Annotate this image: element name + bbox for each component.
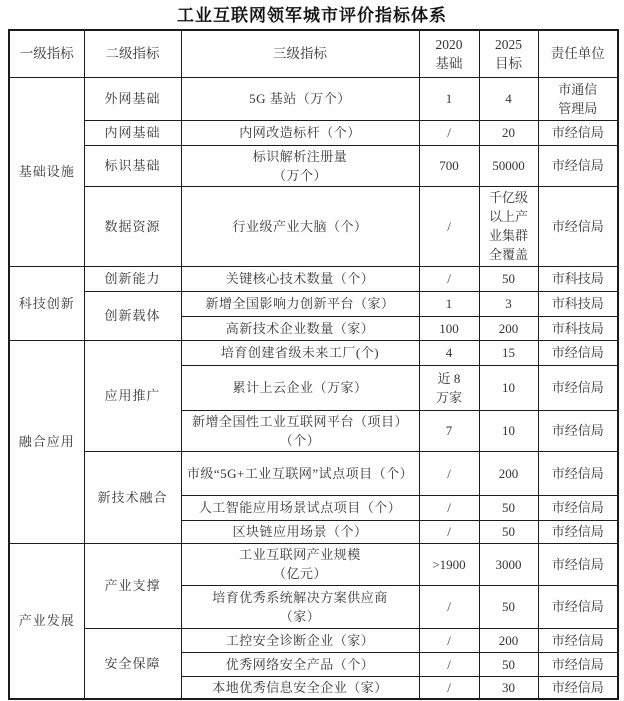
responsible-unit-cell: 市科技局 — [538, 291, 618, 316]
responsible-unit-cell: 市经信局 — [538, 340, 618, 365]
responsible-unit-cell: 市科技局 — [538, 266, 618, 291]
l1-indicator-cell: 融合应用 — [9, 340, 84, 543]
l3-indicator-cell: 培育优秀系统解决方案供应商 （家） — [181, 585, 419, 628]
responsible-unit-cell: 市经信局 — [538, 652, 618, 676]
baseline-2020-cell: / — [419, 628, 479, 652]
l2-indicator-cell: 内网基础 — [84, 120, 181, 145]
l1-indicator-cell: 产业发展 — [9, 543, 84, 699]
header-level1: 一级指标 — [9, 30, 84, 77]
table-row — [9, 451, 618, 495]
responsible-unit-cell: 市经信局 — [538, 676, 618, 699]
table-row — [9, 145, 618, 186]
header-level3: 三级指标 — [181, 30, 419, 77]
table-row — [9, 291, 618, 316]
table-row — [9, 543, 618, 585]
baseline-2020-cell: 1 — [419, 291, 479, 316]
baseline-2020-cell: 4 — [419, 340, 479, 365]
l2-indicator-cell: 数据资源 — [84, 186, 181, 266]
target-2025-cell: 200 — [479, 628, 538, 652]
l3-indicator-cell: 行业级产业大脑（个） — [181, 186, 419, 266]
responsible-unit-cell: 市经信局 — [538, 520, 618, 543]
target-2025-cell: 3 — [479, 291, 538, 316]
l3-indicator-cell: 标识解析注册量 （万个） — [181, 145, 419, 186]
baseline-2020-cell: >1900 — [419, 543, 479, 585]
target-2025-cell: 10 — [479, 365, 538, 410]
l2-indicator-cell: 应用推广 — [84, 340, 181, 451]
l3-indicator-cell: 培育创建省级未来工厂(个) — [181, 340, 419, 365]
target-2025-cell: 50 — [479, 585, 538, 628]
responsible-unit-cell: 市经信局 — [538, 451, 618, 495]
l3-indicator-cell: 市级“5G+工业互联网”试点项目（个） — [181, 451, 419, 495]
baseline-2020-cell: / — [419, 451, 479, 495]
table-row — [9, 77, 618, 120]
table-row — [9, 120, 618, 145]
target-2025-cell: 50 — [479, 266, 538, 291]
target-2025-cell: 15 — [479, 340, 538, 365]
header-responsible-unit: 责任单位 — [538, 30, 618, 77]
target-2025-cell: 4 — [479, 77, 538, 120]
header-level2: 二级指标 — [84, 30, 181, 77]
l2-indicator-cell: 新技术融合 — [84, 451, 181, 543]
table-row — [9, 266, 618, 291]
table-row — [9, 186, 618, 266]
header-2025-target: 2025 目标 — [479, 30, 538, 77]
target-2025-cell: 10 — [479, 410, 538, 451]
responsible-unit-cell: 市经信局 — [538, 628, 618, 652]
target-2025-cell: 3000 — [479, 543, 538, 585]
baseline-2020-cell: / — [419, 585, 479, 628]
responsible-unit-cell: 市通信 管理局 — [538, 77, 618, 120]
l3-indicator-cell: 人工智能应用场景试点项目（个） — [181, 495, 419, 520]
l2-indicator-cell: 安全保障 — [84, 628, 181, 699]
baseline-2020-cell: / — [419, 676, 479, 699]
responsible-unit-cell: 市经信局 — [538, 365, 618, 410]
table-header-row — [9, 30, 618, 77]
responsible-unit-cell: 市经信局 — [538, 186, 618, 266]
responsible-unit-cell: 市经信局 — [538, 495, 618, 520]
l3-indicator-cell: 新增全国性工业互联网平台（项目）（个） — [181, 410, 419, 451]
l3-indicator-cell: 内网改造标杆（个） — [181, 120, 419, 145]
target-2025-cell: 50 — [479, 495, 538, 520]
target-2025-cell: 200 — [479, 451, 538, 495]
target-2025-cell: 50 — [479, 652, 538, 676]
l3-indicator-cell: 本地优秀信息安全企业（家） — [181, 676, 419, 699]
l3-indicator-cell: 累计上云企业（万家） — [181, 365, 419, 410]
baseline-2020-cell: / — [419, 520, 479, 543]
l3-indicator-cell: 工业互联网产业规模 （亿元） — [181, 543, 419, 585]
target-2025-cell: 30 — [479, 676, 538, 699]
responsible-unit-cell: 市经信局 — [538, 120, 618, 145]
l2-indicator-cell: 创新能力 — [84, 266, 181, 291]
l1-indicator-cell: 基础设施 — [9, 77, 84, 266]
evaluation-index-table — [8, 29, 619, 700]
responsible-unit-cell: 市经信局 — [538, 543, 618, 585]
l2-indicator-cell: 产业支撑 — [84, 543, 181, 628]
table-row — [9, 340, 618, 365]
baseline-2020-cell: 7 — [419, 410, 479, 451]
baseline-2020-cell: / — [419, 266, 479, 291]
baseline-2020-cell: / — [419, 186, 479, 266]
responsible-unit-cell: 市经信局 — [538, 410, 618, 451]
l3-indicator-cell: 优秀网络安全产品（个） — [181, 652, 419, 676]
baseline-2020-cell: 1 — [419, 77, 479, 120]
target-2025-cell: 50000 — [479, 145, 538, 186]
l3-indicator-cell: 新增全国影响力创新平台（家） — [181, 291, 419, 316]
target-2025-cell: 50 — [479, 520, 538, 543]
baseline-2020-cell: / — [419, 652, 479, 676]
target-2025-cell: 200 — [479, 316, 538, 340]
l3-indicator-cell: 5G 基站（万个） — [181, 77, 419, 120]
l2-indicator-cell: 创新载体 — [84, 291, 181, 340]
responsible-unit-cell: 市经信局 — [538, 145, 618, 186]
table-row — [9, 628, 618, 652]
l2-indicator-cell: 标识基础 — [84, 145, 181, 186]
baseline-2020-cell: 700 — [419, 145, 479, 186]
baseline-2020-cell: 100 — [419, 316, 479, 340]
baseline-2020-cell: / — [419, 120, 479, 145]
baseline-2020-cell: 近 8 万家 — [419, 365, 479, 410]
l1-indicator-cell: 科技创新 — [9, 266, 84, 340]
l2-indicator-cell: 外网基础 — [84, 77, 181, 120]
l3-indicator-cell: 工控安全诊断企业（家） — [181, 628, 419, 652]
l3-indicator-cell: 关键核心技术数量（个） — [181, 266, 419, 291]
baseline-2020-cell: / — [419, 495, 479, 520]
header-2020-base: 2020 基础 — [419, 30, 479, 77]
l3-indicator-cell: 高新技术企业数量（家） — [181, 316, 419, 340]
l3-indicator-cell: 区块链应用场景（个） — [181, 520, 419, 543]
target-2025-cell: 20 — [479, 120, 538, 145]
responsible-unit-cell: 市经信局 — [538, 585, 618, 628]
page-title: 工业互联网领军城市评价指标体系 — [177, 6, 447, 25]
target-2025-cell: 千亿级 以上产 业集群 全覆盖 — [479, 186, 538, 266]
responsible-unit-cell: 市科技局 — [538, 316, 618, 340]
